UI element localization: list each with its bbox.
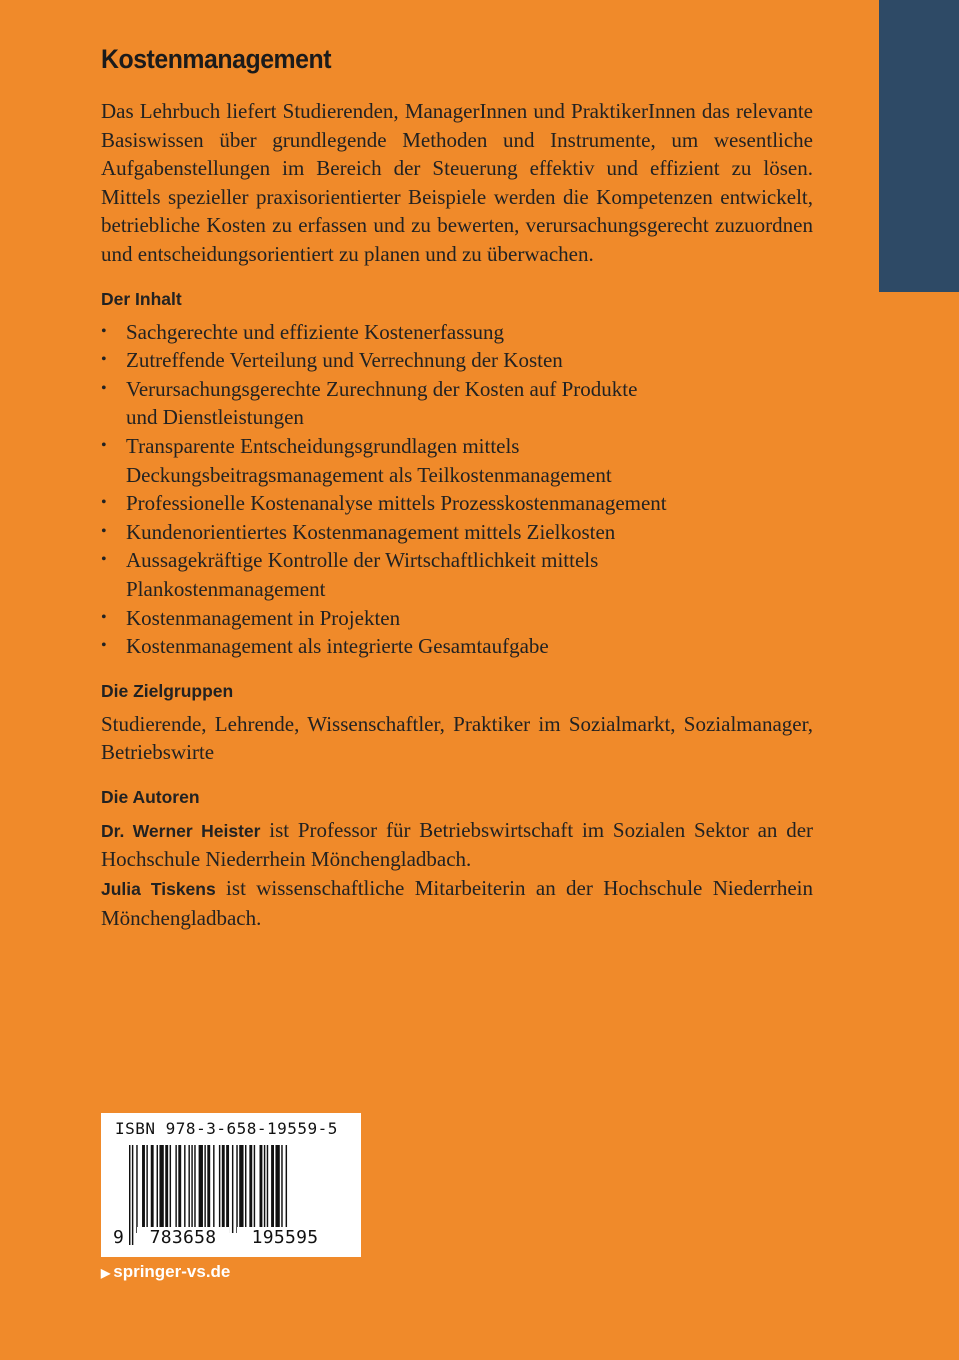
barcode-bar <box>170 1145 171 1233</box>
isbn-label: ISBN 978-3-658-19559-5 <box>115 1119 338 1138</box>
target-groups-heading: Die Zielgruppen <box>101 680 234 701</box>
ean-left-group: 783658 <box>137 1227 229 1248</box>
barcode-bar <box>236 1145 237 1233</box>
isbn-barcode <box>101 1113 361 1257</box>
barcode-bar <box>239 1145 243 1233</box>
barcode-bar <box>226 1145 229 1233</box>
barcode-bar <box>264 1145 265 1233</box>
contents-item: • Professionelle Kostenanalyse mittels Prozesskostenmanagement <box>101 489 813 518</box>
barcode-bar <box>178 1145 181 1233</box>
barcode-bar <box>204 1145 205 1233</box>
contents-item: • Kostenmanagement in Projekten <box>101 604 813 633</box>
authors-heading: Die Autoren <box>101 786 200 807</box>
barcode-bar <box>151 1145 154 1233</box>
publisher-url: springer-vs.de <box>113 1262 231 1281</box>
barcode-bar <box>267 1145 268 1233</box>
barcode-bar <box>260 1145 263 1233</box>
author-bio: ist Professor für Betriebswirtschaft im Sozialen Sektor an der Hochschule Niederrhein Mönchengladbach. <box>101 817 814 872</box>
barcode-bar <box>165 1145 168 1233</box>
barcode-bar <box>219 1145 220 1233</box>
barcode-bar <box>275 1145 279 1233</box>
barcode-bar <box>281 1145 282 1233</box>
contents-item: • Sachgerechte und effiziente Kostenerfassung <box>101 318 813 347</box>
book-title: Kostenmanagement <box>101 44 332 74</box>
barcode-bar <box>194 1145 195 1233</box>
ean-right-group: 195595 <box>237 1227 333 1248</box>
author-entry <box>101 816 813 874</box>
publisher-link[interactable] <box>101 1262 230 1282</box>
contents-item: • Zutreffende Verteilung und Verrechnung der Kosten <box>101 346 813 375</box>
barcode-bar <box>159 1145 163 1233</box>
barcode-bar <box>188 1145 189 1233</box>
barcode-bar <box>213 1145 214 1233</box>
barcode-bar <box>199 1145 203 1233</box>
barcode-bar <box>146 1145 147 1233</box>
author-name: Julia Tiskens <box>101 879 216 900</box>
contents-item: • Transparente Entscheidungsgrundlagen mittels Deckungsbeitragsmanagement als Teilkostenmanagement <box>101 432 726 489</box>
barcode-bar <box>136 1145 137 1233</box>
barcode-bar <box>175 1145 176 1233</box>
barcode-bar <box>132 1145 133 1245</box>
triangle-right-icon: ▶ <box>101 1266 111 1280</box>
contents-list <box>101 318 813 661</box>
author-name: Dr. Werner Heister <box>101 820 261 841</box>
spine-color-band <box>879 0 959 292</box>
barcode-bar <box>222 1145 225 1233</box>
barcode-bar <box>245 1145 246 1233</box>
intro-paragraph: Das Lehrbuch liefert Studierenden, ManagerInnen und PraktikerInnen das relevante Basiswissen über grundlegende Methoden und Instrumente, um wesentliche Aufgabenstellungen im Bereich der Steuerung effektiv und effizient zu lösen. Mittels spezieller praxisorientierter Beispiele werden die Kompetenzen entwickelt, betriebliche Kosten zu erfassen und zu bewerten, verursachungsgerecht zuzuordnen und entscheidungsorientiert zu planen und zu überwachen. <box>101 99 813 266</box>
barcode-bar <box>271 1145 274 1233</box>
target-groups-text: Studierende, Lehrende, Wissenschaftler, Praktiker im Sozialmarkt, Sozialmanager, Betriebswirte <box>101 711 813 765</box>
ean-first-digit: 9 <box>113 1227 124 1248</box>
author-bio: ist wissenschaftliche Mitarbeiterin an der Hochschule Niederrhein Mönchengladbach. <box>101 876 813 930</box>
barcode-bar <box>129 1145 130 1245</box>
contents-item: • Verursachungsgerechte Zurechnung der Kosten auf Produkte und Dienstleistungen <box>101 375 646 432</box>
barcode-bar <box>249 1145 252 1233</box>
contents-item: • Kundenorientiertes Kostenmanagement mittels Zielkosten <box>101 518 813 547</box>
contents-heading: Der Inhalt <box>101 288 182 309</box>
contents-item: • Aussagekräftige Kontrolle der Wirtschaftlichkeit mittels Plankostenmanagement <box>101 546 626 603</box>
barcode-bar <box>184 1145 185 1233</box>
contents-item: • Kostenmanagement als integrierte Gesamtaufgabe <box>101 632 813 661</box>
author-entry <box>101 874 813 932</box>
barcode-bar <box>254 1145 255 1233</box>
barcode-bar <box>232 1145 233 1233</box>
barcode-bar <box>142 1145 145 1233</box>
barcode-bar <box>157 1145 158 1233</box>
back-cover-text <box>101 44 813 932</box>
barcode-bar <box>191 1145 192 1233</box>
